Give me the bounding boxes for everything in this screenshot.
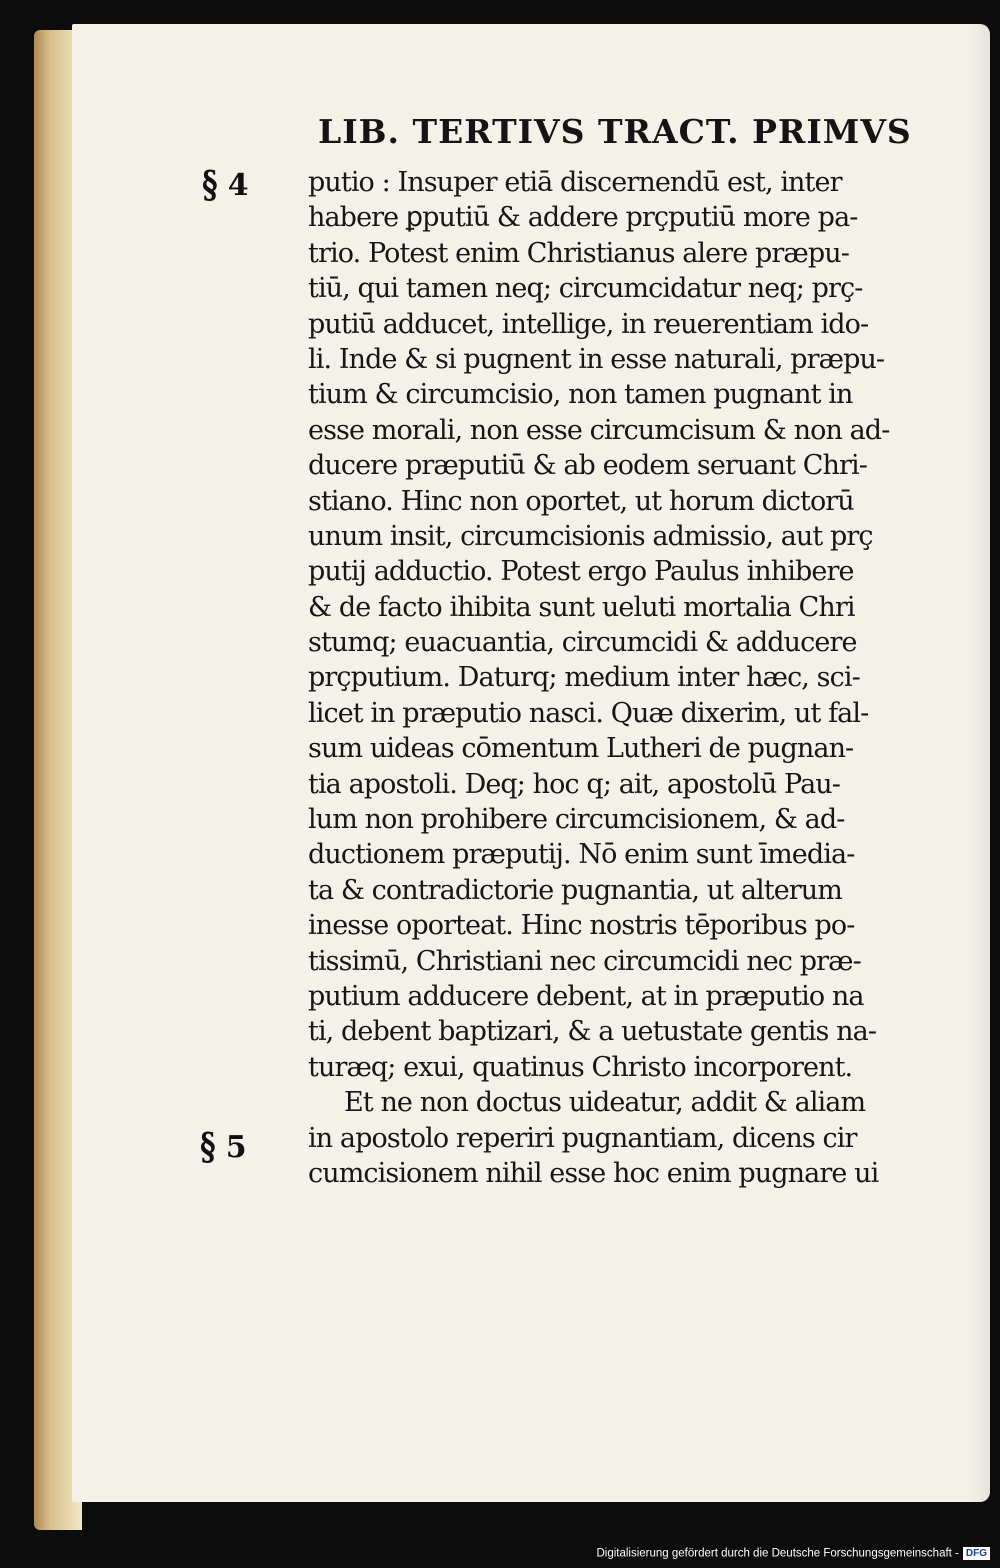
digitization-credit bbox=[560, 1547, 990, 1560]
text-line: esse morali, non esse circumcisum & non ad- bbox=[308, 414, 890, 446]
text-line: tissimū, Christiani nec circumcidi nec præ- bbox=[308, 945, 861, 977]
text-line: & de facto ihibita sunt ueluti mortalia Chri bbox=[308, 591, 855, 623]
text-line: ti, debent baptizari, & a uetustate gentis na- bbox=[308, 1016, 877, 1048]
marginal-note-2 bbox=[200, 1125, 247, 1170]
text-line: stumq; euacuantia, circumcidi & adducere bbox=[308, 627, 857, 659]
body-text bbox=[308, 165, 928, 1191]
text-line: inesse oporteat. Hinc nostris tēporibus po- bbox=[308, 910, 855, 942]
text-line: in apostolo reperiri pugnantiam, dicens cir bbox=[308, 1122, 857, 1154]
text-line: tiū, qui tamen neq; circumcidatur neq; prç- bbox=[308, 273, 863, 305]
marginal-note-1 bbox=[202, 163, 249, 208]
text-line: stiano. Hinc non oportet, ut horum dictorū bbox=[308, 485, 854, 517]
running-head: LIB. TERTIVS TRACT. PRIMVS bbox=[318, 112, 912, 151]
text-line: ducere præputiū & ab eodem seruant Chri- bbox=[308, 450, 867, 482]
credit-text: Digitalisierung gefördert durch die Deutsche Forschungsgemeinschaft - bbox=[596, 1547, 959, 1560]
text-line: putium adducere debent, at in præputio na bbox=[308, 980, 864, 1012]
text-line: licet in præputio nasci. Quæ dixerim, ut fal- bbox=[308, 697, 869, 729]
marginal-note-number: 5 bbox=[225, 1130, 247, 1165]
text-line: putio : Insuper etiā discernendū est, inter bbox=[308, 167, 842, 198]
text-line: trio. Potest enim Christianus alere præpu- bbox=[308, 237, 849, 269]
text-line: unum insit, circumcisionis admissio, aut prç bbox=[308, 520, 873, 552]
text-line: turæq; exui, quatinus Christo incorporent. bbox=[308, 1051, 853, 1083]
text-line: tium & circumcisio, non tamen pugnant in bbox=[308, 379, 853, 411]
text-line: lum non prohibere circumcisionem, & ad- bbox=[308, 804, 845, 836]
dfg-logo: DFG bbox=[963, 1547, 990, 1560]
text-line: Et ne non doctus uideatur, addit & aliam bbox=[344, 1087, 866, 1119]
marginal-note-number: 4 bbox=[227, 168, 249, 203]
text-line: ductionem præputij. Nō enim sunt īmedia- bbox=[308, 839, 855, 871]
text-line: li. Inde & si pugnent in esse naturali, præpu- bbox=[308, 343, 885, 375]
text-line: putij adductio. Potest ergo Paulus inhibere bbox=[308, 556, 854, 588]
text-line: putiū adducet, intellige, in reuerentiam ido- bbox=[308, 308, 869, 340]
section-sign-icon: § bbox=[200, 1125, 216, 1170]
text-line: ta & contradictorie pugnantia, ut alterum bbox=[308, 874, 842, 906]
text-line: cumcisionem nihil esse hoc enim pugnare ui bbox=[308, 1157, 879, 1189]
text-line: prçputium. Daturq; medium inter hæc, sci- bbox=[308, 662, 860, 694]
text-line: sum uideas cōmentum Lutheri de pugnan- bbox=[308, 733, 854, 765]
section-sign-icon: § bbox=[202, 163, 218, 208]
text-line: tia apostoli. Deq; hoc q; ait, apostolū Pau- bbox=[308, 768, 841, 800]
text-line: habere ꝑputiū & addere prçputiū more pa- bbox=[308, 202, 858, 234]
